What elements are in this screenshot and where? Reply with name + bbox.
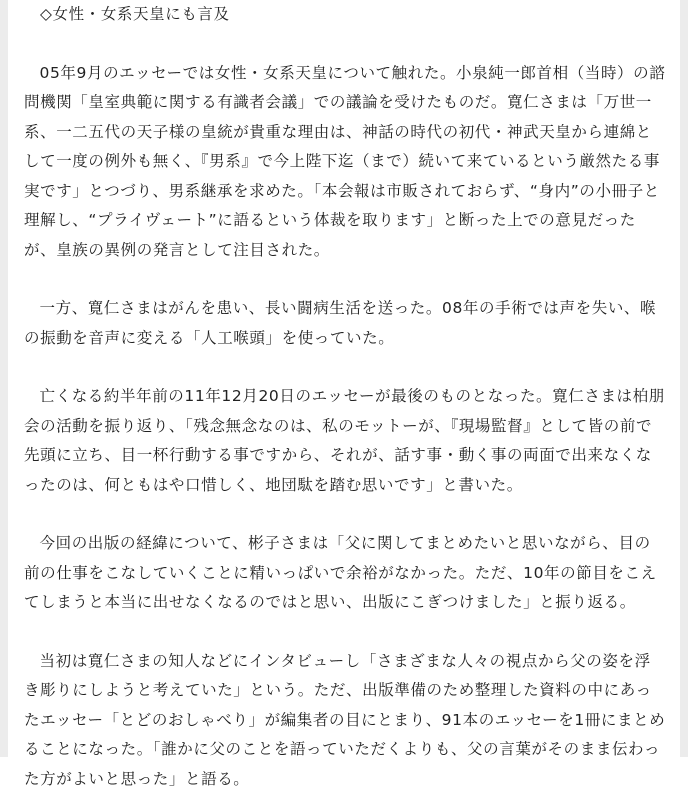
page-gutter-right [680, 0, 688, 757]
paragraph-publication-background: 今回の出版の経緯について、彬子さまは「父に関してまとめたいと思いながら、目の前の仕事をこなしていくことに精いっぱいで余裕がなかった。ただ、10年の節目をこえてしまうと本当に出せなくなるのではと思い、出版にこぎつけました」と振り返る。 [24, 529, 666, 618]
paragraph-female-emperor: 05年9月のエッセーでは女性・女系天皇について触れた。小泉純一郎首相（当時）の諮問機関「皇室典範に関する有識者会議」での議論を受けたものだ。寛仁さまは「万世一系、一二五代の天子様の皇統が貴重な理由は、神話の時代の初代・神武天皇から連綿として一度の例外も無く、『男系』で今上陛下迄（まで）続いて来ているという厳然たる事実です」とつづり、男系継承を求めた。「本会報は市販されておらず、“身内”の小冊子と理解し、“プライヴェート”に語るという体裁を取ります」と断った上での意見だったが、皇族の異例の発言として注目された。 [24, 59, 666, 266]
paragraph-last-essay: 亡くなる約半年前の11年12月20日のエッセーが最後のものとなった。寛仁さまは柏朋会の活動を振り返り、「残念無念なのは、私のモットーが、『現場監督』として皆の前で先頭に立ち、目一杯行動する事ですから、それが、話す事・動く事の両面で出来なくなったのは、何ともはや口惜しく、地団駄を踏む思いです」と書いた。 [24, 382, 666, 500]
page-gutter-left [0, 0, 8, 757]
paragraph-initial-plan: 当初は寛仁さまの知人などにインタビューし「さまざまな人々の視点から父の姿を浮き彫りにしようと考えていた」という。ただ、出版準備のため整理した資料の中にあったエッセー「とどのおしゃべり」が編集者の目にとまり、91本のエッセーを1冊にまとめることになった。「誰かに父のことを語っていただくよりも、父の言葉がそのまま伝わった方がよいと思った」と語る。 [24, 647, 666, 794]
section-heading: ◇女性・女系天皇にも言及 [24, 0, 666, 30]
paragraph-illness: 一方、寛仁さまはがんを患い、長い闘病生活を送った。08年の手術では声を失い、喉の振動を音声に変える「人工喉頭」を使っていた。 [24, 294, 666, 353]
article-body [24, 0, 666, 794]
